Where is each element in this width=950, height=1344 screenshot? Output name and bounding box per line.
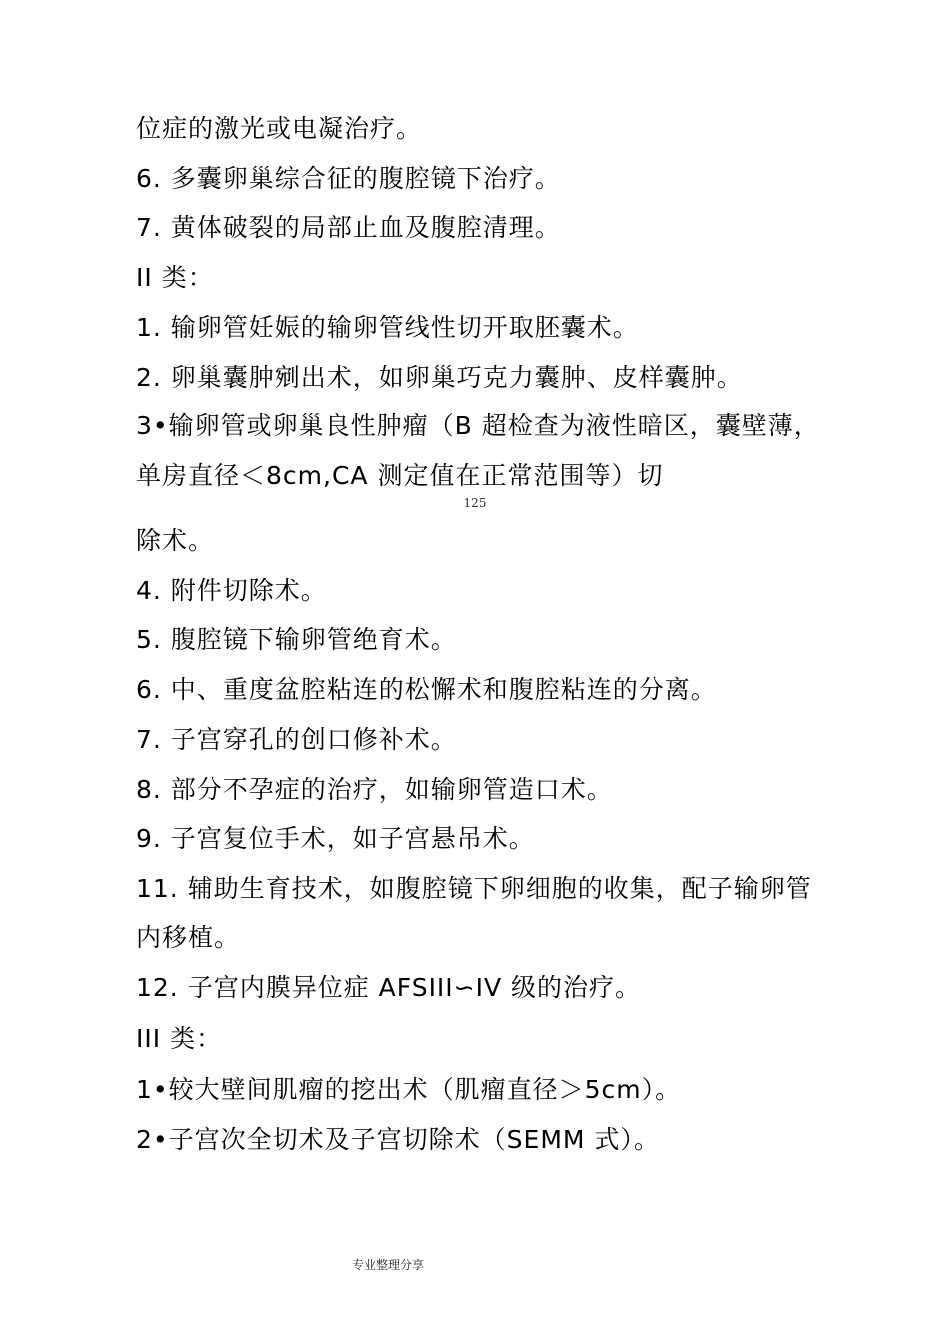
- text-line-13: 7. 子宫穿孔的创口修补术。: [136, 725, 457, 754]
- text-line-20: 1•较大壁间肌瘤的挖出术（肌瘤直径＞5cm）。: [136, 1075, 682, 1104]
- footer-text: 专业整理分享: [352, 1258, 425, 1272]
- text-line-16: 11. 辅助生育技术，如腹腔镜下卵细胞的收集，配子输卵管: [136, 874, 812, 903]
- text-line-10: 4. 附件切除术。: [136, 576, 327, 605]
- section-heading-iii: III 类：: [136, 1024, 223, 1053]
- text-line-7: 3•输卵管或卵巢良性肿瘤（B 超检查为液性暗区，囊壁薄，: [136, 411, 820, 440]
- text-line-6: 2. 卵巢囊肿剜出术，如卵巢巧克力囊肿、皮样囊肿。: [136, 363, 743, 392]
- text-line-12: 6. 中、重度盆腔粘连的松懈术和腹腔粘连的分离。: [136, 675, 717, 704]
- text-line-5: 1. 输卵管妊娠的输卵管线性切开取胚囊术。: [136, 313, 639, 342]
- text-line-1: 位症的激光或电凝治疗。: [136, 114, 423, 143]
- text-line-11: 5. 腹腔镜下输卵管绝育术。: [136, 625, 457, 654]
- text-line-15: 9. 子宫复位手术，如子宫悬吊术。: [136, 824, 535, 853]
- text-line-21: 2•子宫次全切术及子宫切除术（SEMM 式）。: [136, 1125, 660, 1154]
- text-line-14: 8. 部分不孕症的治疗，如输卵管造口术。: [136, 775, 613, 804]
- text-line-17: 内移植。: [136, 923, 241, 952]
- section-heading-ii: II 类：: [136, 263, 214, 292]
- text-line-18: 12. 子宫内膜异位症 AFSIII∽IV 级的治疗。: [136, 973, 642, 1002]
- text-line-2: 6. 多囊卵巢综合征的腹腔镜下治疗。: [136, 164, 561, 193]
- page-number: 125: [463, 496, 487, 510]
- text-line-3: 7. 黄体破裂的局部止血及腹腔清理。: [136, 213, 561, 242]
- text-line-9: 除术。: [136, 526, 215, 555]
- text-line-8: 单房直径＜8cm,CA 测定值在正常范围等）切: [136, 461, 664, 490]
